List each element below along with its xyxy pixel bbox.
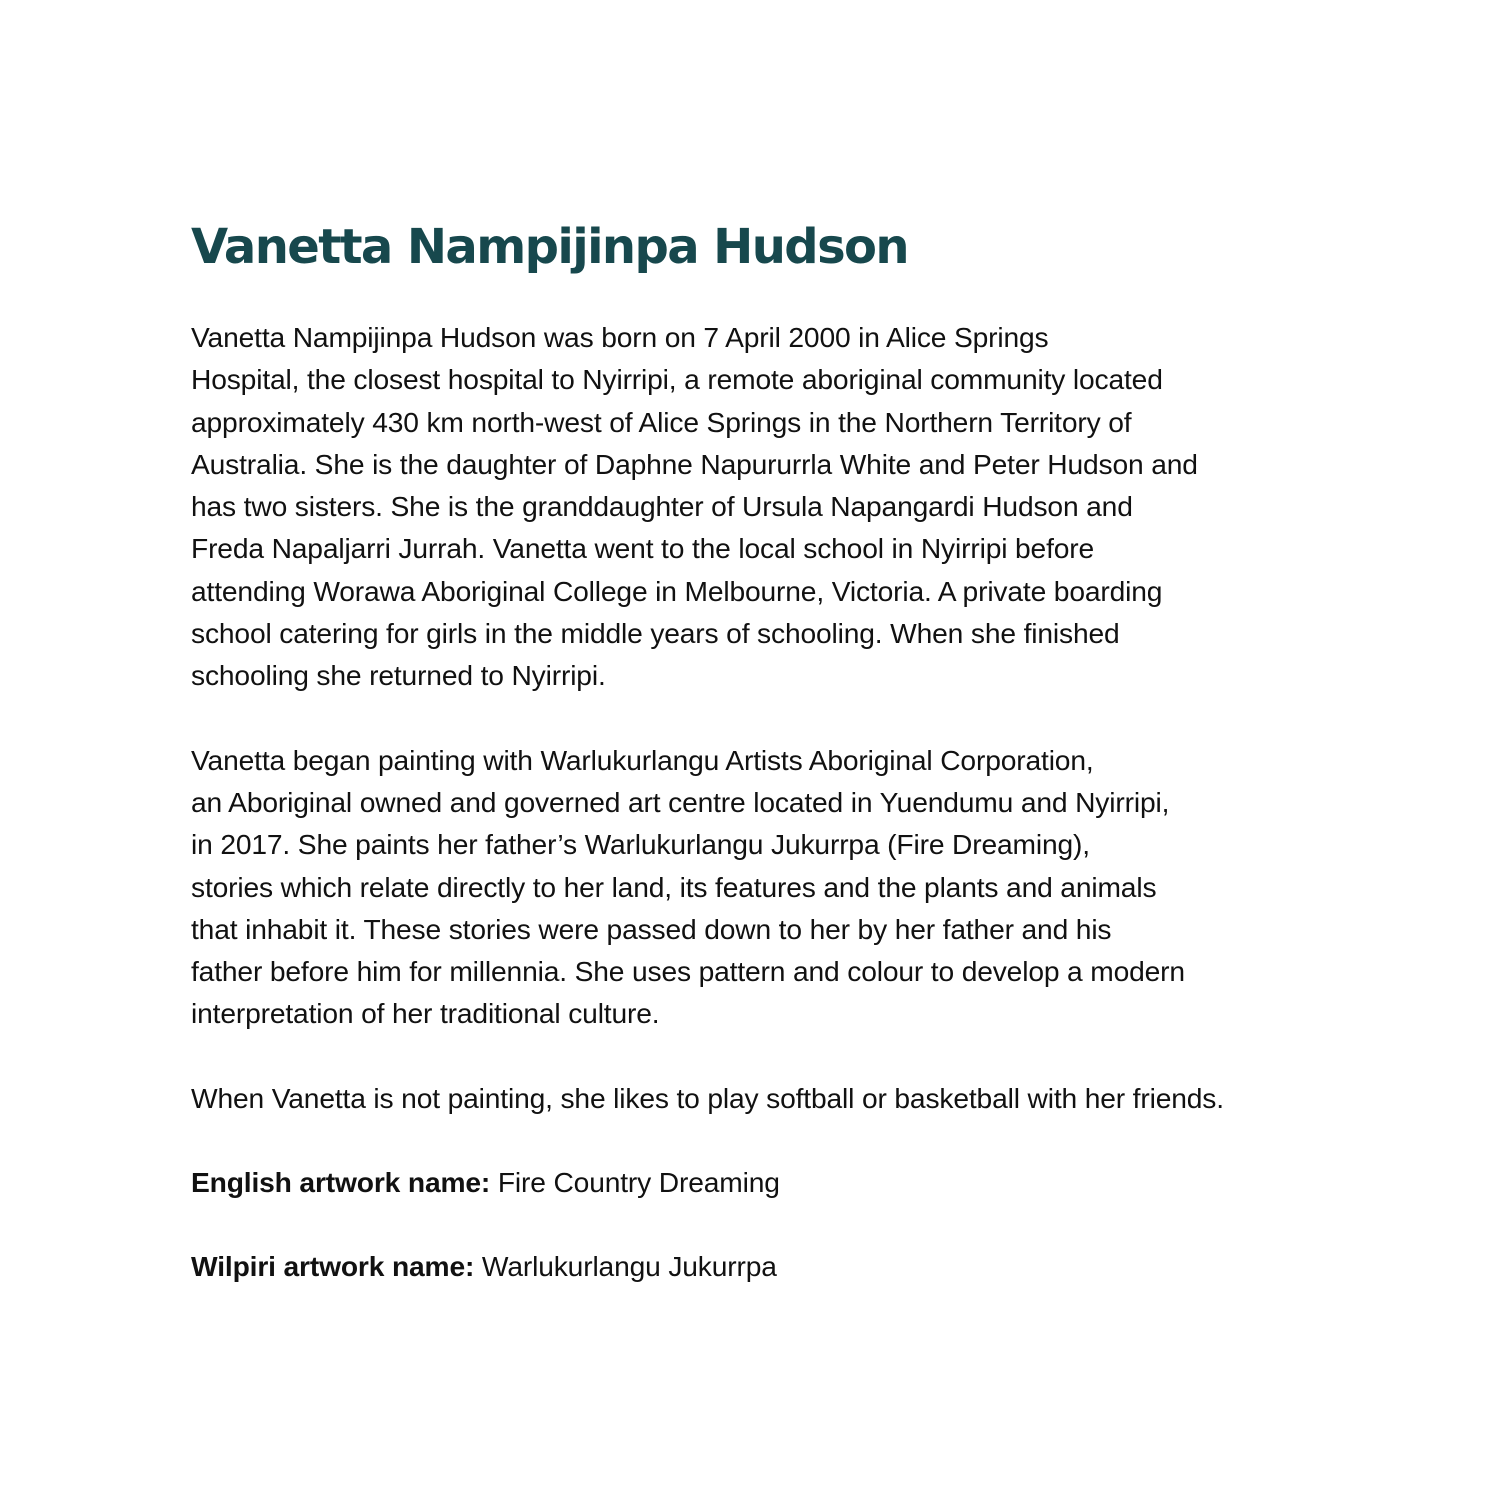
wilpiri-artwork-label: Wilpiri artwork name: — [191, 1250, 475, 1283]
bio-line: Freda Napaljarri Jurrah. Vanetta went to the local school in Nyirripi before — [191, 532, 1095, 565]
english-artwork-label: English artwork name: — [191, 1166, 491, 1199]
bio-paragraph-1 — [191, 316, 1321, 697]
bio-line: Hospital, the closest hospital to Nyirripi, a remote aboriginal community located — [191, 363, 1163, 396]
bio-line: school catering for girls in the middle years of schooling. When she finished — [191, 617, 1120, 650]
bio-line: that inhabit it. These stories were passed down to her by her father and his — [191, 912, 1112, 945]
bio-line: schooling she returned to Nyirripi. — [191, 659, 606, 692]
bio-line: approximately 430 km north-west of Alice Springs in the Northern Territory of — [191, 405, 1132, 438]
artist-bio-page — [191, 212, 1321, 1330]
bio-line: in 2017. She paints her father’s Warlukurlangu Jukurrpa (Fire Dreaming), — [191, 828, 1090, 861]
bio-line: When Vanetta is not painting, she likes to play softball or basketball with her friends. — [191, 1081, 1224, 1114]
bio-line: Vanetta began painting with Warlukurlangu Artists Aboriginal Corporation, — [191, 743, 1094, 776]
english-artwork-value: Fire Country Dreaming — [497, 1166, 780, 1199]
artist-name-heading: Vanetta Nampijinpa Hudson — [191, 219, 908, 275]
english-artwork-name — [191, 1161, 1321, 1203]
bio-line: stories which relate directly to her land, its features and the plants and animals — [191, 870, 1157, 903]
bio-line: an Aboriginal owned and governed art centre located in Yuendumu and Nyirripi, — [191, 785, 1170, 818]
english-artwork-line — [191, 1161, 1321, 1203]
wilpiri-artwork-name — [191, 1245, 1321, 1287]
bio-line: Vanetta Nampijinpa Hudson was born on 7 April 2000 in Alice Springs — [191, 321, 1049, 353]
bio-line: has two sisters. She is the granddaughter of Ursula Napangardi Hudson and — [191, 490, 1133, 523]
bio-line: Australia. She is the daughter of Daphne Napururrla White and Peter Hudson and — [191, 447, 1198, 480]
wilpiri-artwork-value: Warlukurlangu Jukurrpa — [481, 1250, 777, 1283]
bio-line: interpretation of her traditional culture. — [191, 997, 660, 1030]
wilpiri-artwork-line — [191, 1245, 1321, 1287]
bio-paragraph-3 — [191, 1077, 1321, 1119]
bio-paragraph-2 — [191, 739, 1321, 1035]
bio-line: attending Worawa Aboriginal College in Melbourne, Victoria. A private boarding — [191, 574, 1163, 607]
bio-line: father before him for millennia. She uses pattern and colour to develop a modern — [191, 955, 1185, 988]
